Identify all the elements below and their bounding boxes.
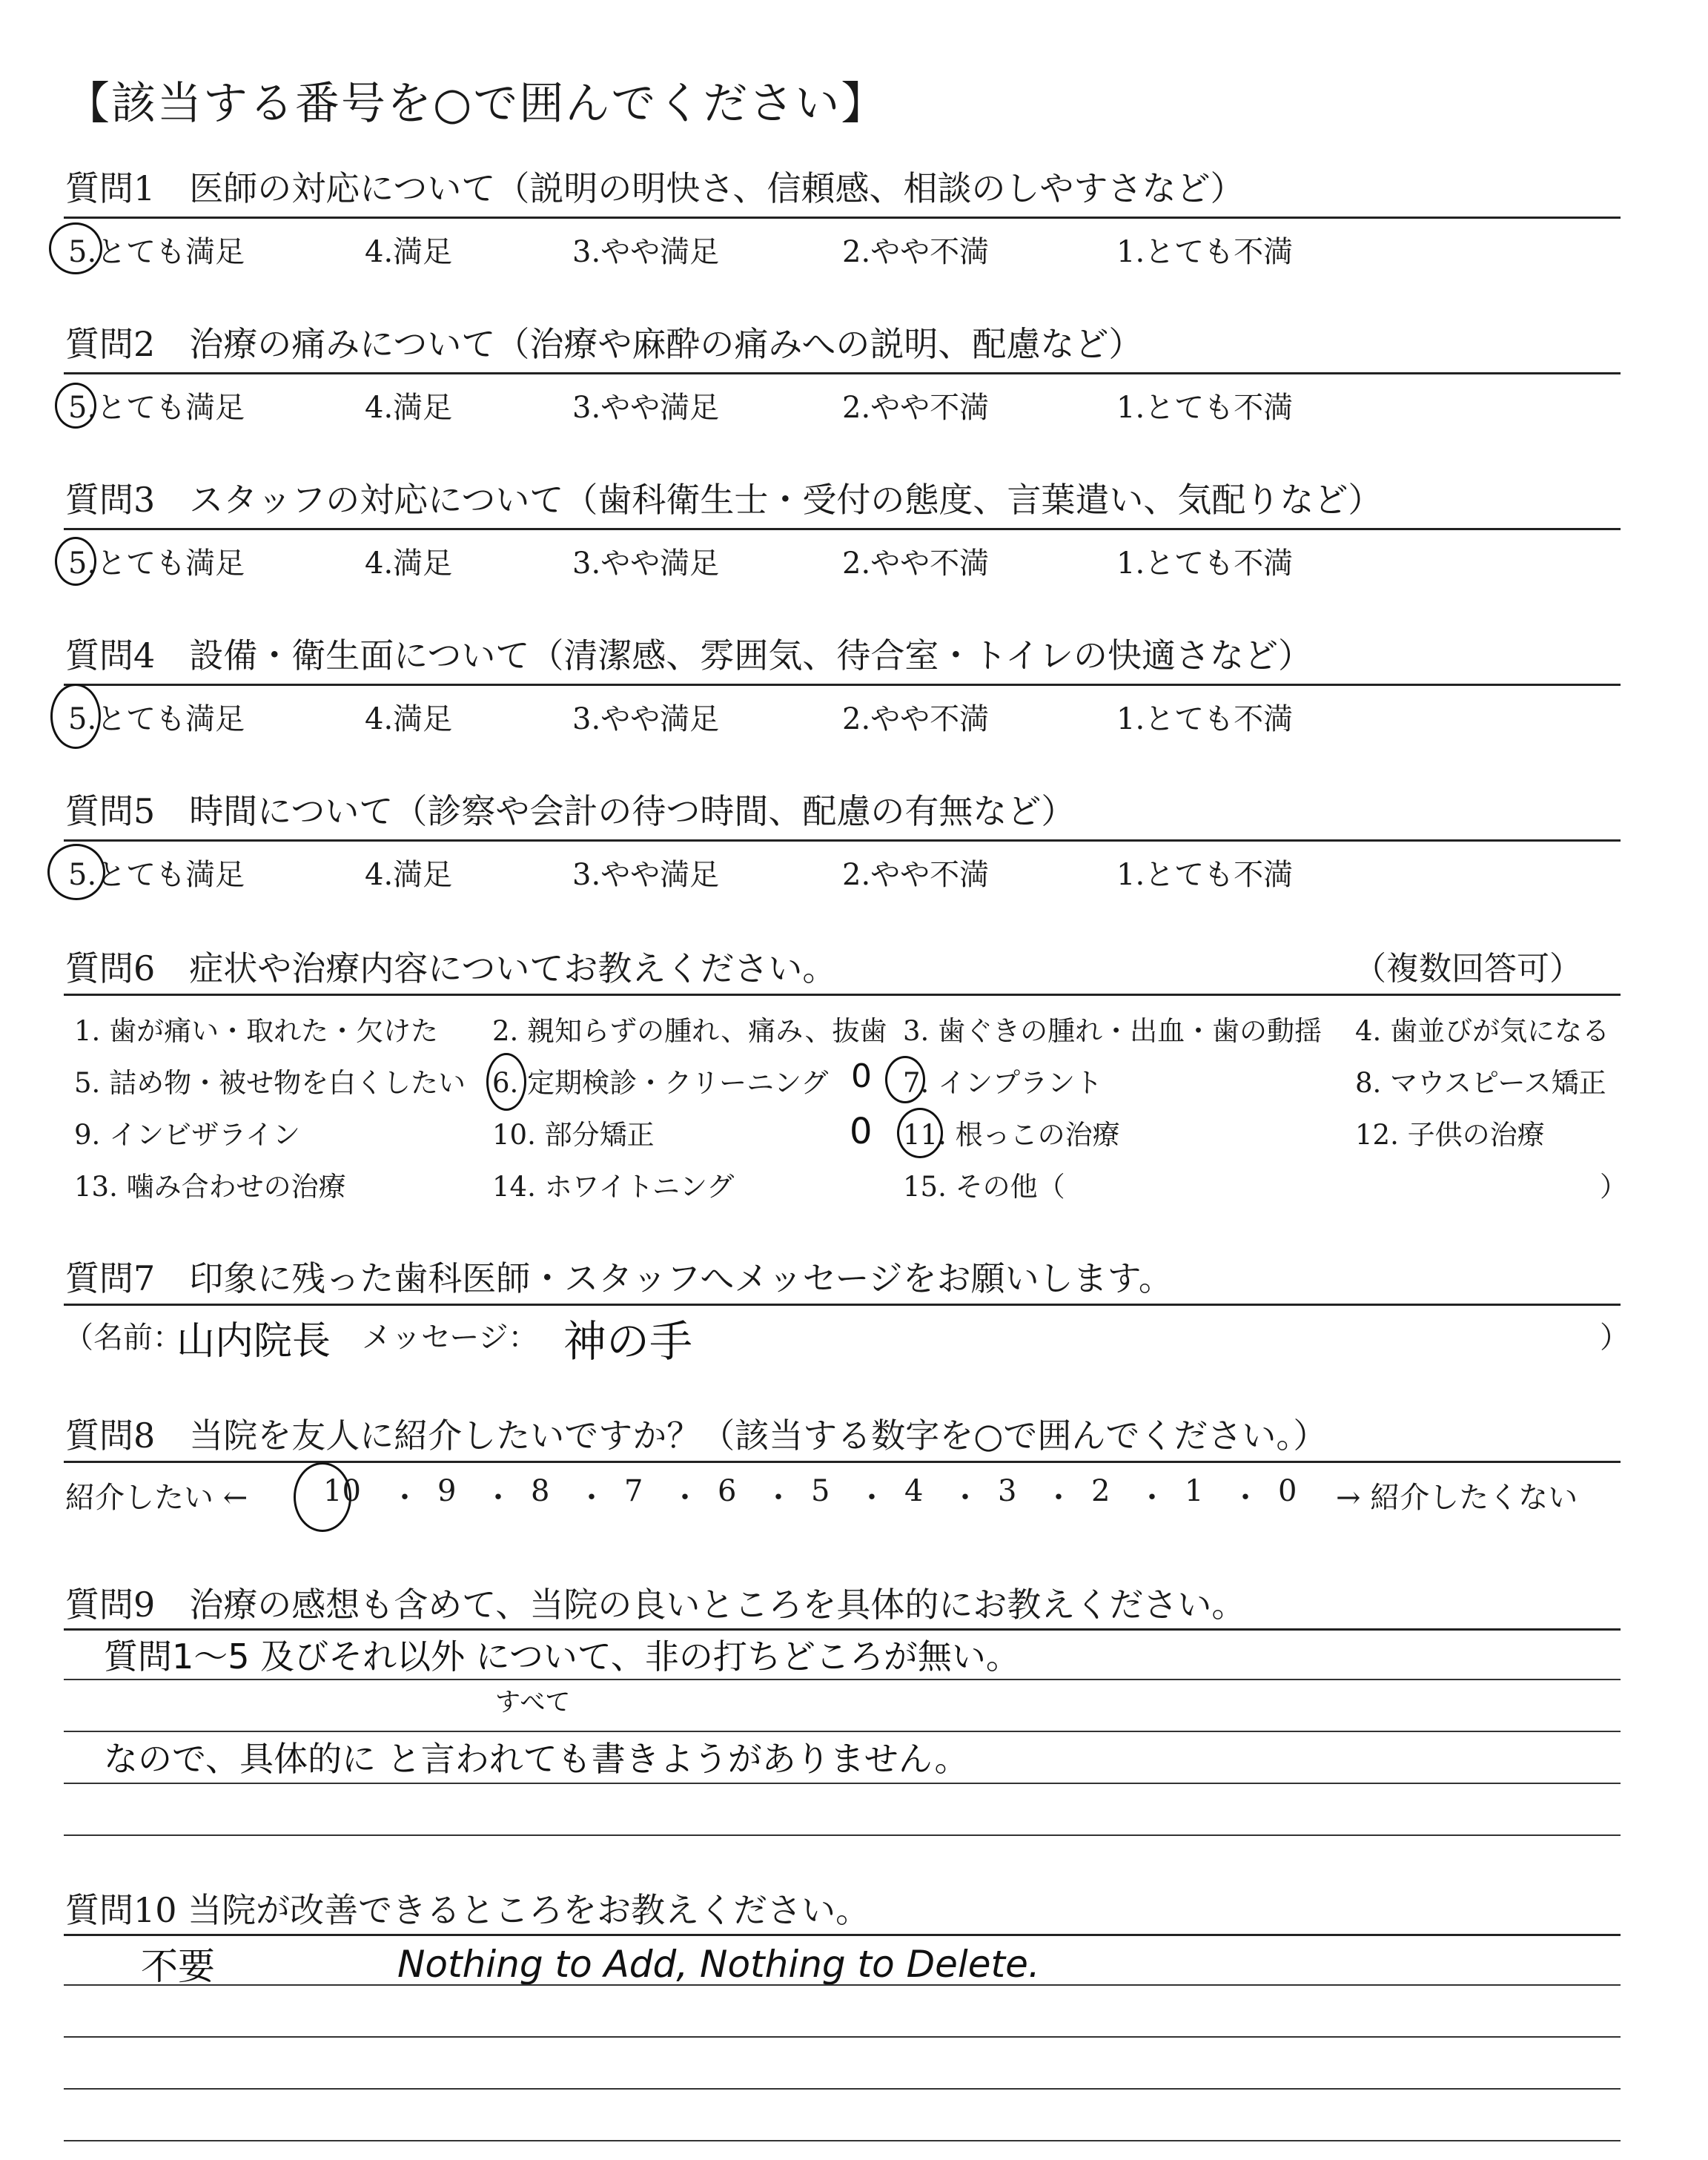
question-10-rule [64,1934,1621,1936]
q2-option-3[interactable]: 3.やや満足 [572,391,720,425]
q3-option-5[interactable]: 5.とても満足 [68,546,245,581]
q1-option-1[interactable]: 1.とても不満 [1116,235,1294,269]
question-6-rule [64,994,1621,996]
q6-item-3[interactable]: 3. 歯ぐきの腫れ・出血・歯の動揺 [903,1015,1323,1047]
q6-item-10[interactable]: 10. 部分矯正 [492,1119,655,1151]
q9-answer-rule-3 [64,1783,1621,1784]
question-8-title: 質問8 当院を友人に紹介したいですか？（該当する数字を○で囲んでください。） [65,1416,1328,1456]
q4-selection-circle [50,684,101,749]
question-6-note: （複数回答可） [1354,950,1582,988]
q9-answer-line-1[interactable]: 質問1～5 及びそれ以外 について、非の打ちどころが無い。 [104,1636,1020,1677]
q4-option-2[interactable]: 2.やや不満 [842,702,990,736]
q1-option-2[interactable]: 2.やや不満 [842,235,990,269]
question-4-options [64,696,1546,737]
q6-item-7[interactable]: 7. インプラント [903,1067,1103,1099]
q8-sep: ・ [857,1481,887,1515]
q5-option-3[interactable]: 3.やや満足 [572,858,720,892]
q8-scale-5[interactable]: 5 [811,1474,830,1508]
question-2-options [64,384,1546,426]
q4-option-4[interactable]: 4.満足 [365,702,453,736]
q6-selection-circle-6 [486,1053,526,1111]
q8-sep: ・ [670,1481,700,1515]
q8-scale-8[interactable]: 8 [531,1474,550,1508]
q6-item-15-close: ） [1600,1171,1627,1203]
question-3-rule [64,528,1621,530]
q10-answer-rule-2 [64,2036,1621,2038]
question-5-rule [64,839,1621,842]
q1-option-5[interactable]: 5.とても満足 [68,235,245,269]
q6-item-9[interactable]: 9. インビザライン [74,1119,300,1151]
question-4-rule [64,684,1621,686]
q7-message-label: メッセージ： [362,1321,538,1355]
q8-sep: ・ [764,1481,793,1515]
q4-option-3[interactable]: 3.やや満足 [572,702,720,736]
q10-answer-rule-1 [64,1984,1621,1986]
q6-item-8[interactable]: 8. マウスピース矯正 [1355,1067,1606,1099]
q6-margin-mark-11: 0 [850,1111,873,1152]
q8-scale-9[interactable]: 9 [437,1474,457,1508]
q10-answer-right[interactable]: Nothing to Add, Nothing to Delete. [397,1943,1040,1986]
q6-item-4[interactable]: 4. 歯並びが気になる [1355,1015,1610,1047]
q8-scale-10[interactable]: 10 [323,1474,361,1508]
q4-option-1[interactable]: 1.とても不満 [1116,702,1294,736]
q8-scale-7[interactable]: 7 [624,1474,643,1508]
question-1-title: 質問1 医師の対応について（説明の明快さ、信頼感、相談のしやすさなど） [65,168,1245,208]
question-7-title: 質問7 印象に残った歯科医師・スタッフへメッセージをお願いします。 [65,1258,1173,1298]
q1-selection-circle [49,222,102,274]
question-6-title: 質問6 症状や治療内容についてお教えください。 [65,948,837,988]
question-2-rule [64,372,1621,374]
q6-margin-mark-7: 0 [851,1057,872,1095]
q8-sep: ・ [1231,1481,1260,1515]
question-5-title: 質問5 時間について（診察や会計の待つ時間、配慮の有無など） [65,791,1076,831]
q6-item-12[interactable]: 12. 子供の治療 [1355,1119,1545,1151]
q3-option-2[interactable]: 2.やや不満 [842,546,990,581]
q10-answer-rule-4 [64,2140,1621,2141]
question-10-title: 質問10 当院が改善できるところをお教えください。 [65,1890,870,1930]
q3-option-3[interactable]: 3.やや満足 [572,546,720,581]
q8-sep: ・ [950,1481,980,1515]
q2-option-4[interactable]: 4.満足 [365,391,453,425]
q6-item-6[interactable]: 6. 定期検診・クリーニング [492,1067,829,1099]
question-9-title: 質問9 治療の感想も含めて、当院の良いところを具体的にお教えください。 [65,1585,1246,1625]
q5-option-1[interactable]: 1.とても不満 [1116,858,1294,892]
q8-scale-2[interactable]: 2 [1091,1474,1110,1508]
q8-right-label: → 紹介したくない [1336,1481,1578,1515]
q7-name-label: （名前： [64,1321,182,1355]
q4-option-5[interactable]: 5.とても満足 [68,702,245,736]
q6-item-15[interactable]: 15. その他（ [903,1171,1065,1203]
q9-answer-rule-1 [64,1679,1621,1680]
q8-sep: ・ [1044,1481,1073,1515]
q7-close-paren: ） [1600,1321,1629,1355]
question-7-rule [64,1304,1621,1306]
q9-answer-insert[interactable]: すべて [495,1688,571,1717]
q8-sep: ・ [483,1481,513,1515]
question-3-options [64,540,1546,581]
question-1-rule [64,217,1621,219]
question-6-options [65,1008,1627,1216]
q8-sep: ・ [577,1481,606,1515]
q6-item-13[interactable]: 13. 噛み合わせの治療 [74,1171,346,1203]
question-2-title: 質問2 治療の痛みについて（治療や麻酔の痛みへの説明、配慮など） [65,324,1143,364]
q8-sep: ・ [1137,1481,1167,1515]
q5-selection-circle [47,844,105,900]
q6-selection-circle-7 [885,1056,925,1103]
q2-selection-circle [55,383,96,429]
q7-message-value[interactable]: 神の手 [563,1316,693,1367]
q8-scale-1[interactable]: 1 [1185,1474,1204,1508]
q1-option-4[interactable]: 4.満足 [365,235,453,269]
q8-scale-3[interactable]: 3 [998,1474,1017,1508]
q3-option-4[interactable]: 4.満足 [365,546,453,581]
question-1-options [64,228,1546,270]
question-8-rule [64,1461,1621,1463]
question-5-options [64,851,1546,893]
q8-scale-4[interactable]: 4 [904,1474,924,1508]
q8-selection-circle [294,1462,351,1532]
q6-item-14[interactable]: 14. ホワイトニング [492,1171,735,1203]
question-4-title: 質問4 設備・衛生面について（清潔感、雰囲気、待合室・トイレの快適さなど） [65,635,1313,676]
question-3-title: 質問3 スタッフの対応について（歯科衛生士・受付の態度、言葉遣い、気配りなど） [65,480,1383,520]
q6-item-1[interactable]: 1. 歯が痛い・取れた・欠けた [74,1015,439,1047]
q3-selection-circle [55,537,96,586]
q6-item-5[interactable]: 5. 詰め物・被せ物を白くしたい [74,1067,466,1099]
q6-item-11[interactable]: 11. 根っこの治療 [903,1119,1120,1151]
q9-answer-line-2[interactable]: なので、具体的に と言われても書きようがありません。 [104,1739,969,1779]
q9-answer-rule-4 [64,1834,1621,1836]
q8-scale-6[interactable]: 6 [718,1474,737,1508]
q5-option-2[interactable]: 2.やや不満 [842,858,990,892]
q1-option-3[interactable]: 3.やや満足 [572,235,720,269]
q2-option-1[interactable]: 1.とても不満 [1116,391,1294,425]
q2-option-2[interactable]: 2.やや不満 [842,391,990,425]
q7-name-value[interactable]: 山内院長 [176,1319,331,1364]
q5-option-4[interactable]: 4.満足 [365,858,453,892]
q8-left-label: 紹介したい ← [65,1481,248,1515]
q3-option-1[interactable]: 1.とても不満 [1116,546,1294,581]
form-heading: 【該当する番号を○で囲んでください】 [65,78,887,130]
q6-selection-circle-11 [897,1108,943,1158]
q8-sep: ・ [390,1481,420,1515]
q10-answer-left[interactable]: 不要 [141,1945,215,1988]
q10-answer-rule-3 [64,2088,1621,2090]
q2-option-5[interactable]: 5.とても満足 [68,391,245,425]
q8-scale-0[interactable]: 0 [1278,1474,1297,1508]
q5-option-5[interactable]: 5.とても満足 [68,858,245,892]
q6-item-2[interactable]: 2. 親知らずの腫れ、痛み、抜歯 [492,1015,887,1047]
